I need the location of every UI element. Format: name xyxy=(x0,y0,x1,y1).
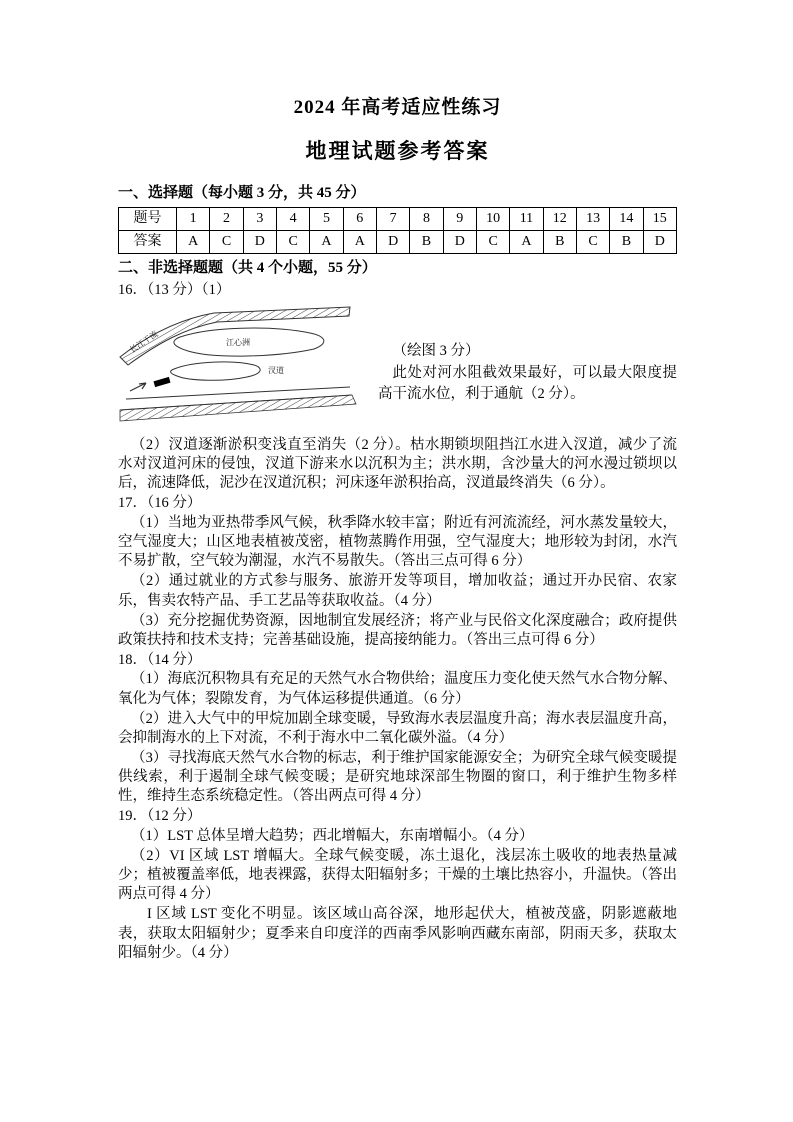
doc-title: 2024 年高考适应性练习 xyxy=(293,97,502,118)
figure-caption-block xyxy=(358,303,677,405)
answer-cell: D xyxy=(376,230,409,253)
q16-part2: （2）汊道逐渐淤积变浅直至消失（2 分）。枯水期锁坝阻挡江水进入汊道，减少了流水对汊道河床的侵蚀，汊道下游来水以沉积为主；洪水期，含沙量大的河水漫过锁坝以后，流速降低，泥沙在汊道沉积；河床逐年淤积抬高，汊道最终消失（6 分）。 xyxy=(118,437,677,492)
question-number-cell: 12 xyxy=(543,207,576,230)
answer-cell: A xyxy=(343,230,376,253)
q18-part3: （3）寻找海底天然气水合物的标志，利于维护国家能源安全；为研究全球气候变暖提供线索，利于遏制全球气候变暖；是研究地球深部生物圈的窗口，利于维护生物多样性，维持生态系统稳定性。（答出两点可得 4 分） xyxy=(118,749,677,805)
answer-cell: A xyxy=(177,230,210,253)
q17-part3: （3）充分挖掘优势资源，因地制宜发展经济；将产业与民俗文化深度融合；政府提供政策扶持和技术支持；完善基础设施，提高接纳能力。（答出三点可得 6 分） xyxy=(118,612,677,648)
section1-heading: 一、选择题（每小题 3 分，共 45 分） xyxy=(118,185,366,201)
answer-cell: C xyxy=(210,230,243,253)
q17-part1: （1）当地为亚热带季风气候，秋季降水较丰富；附近有河流流经，河水蒸发量较大，空气湿度大；山区地表植被茂密，植物蒸腾作用强，空气湿度大；地形较为封闭，水汽不易扩散，空气较为潮湿，水汽不易散失。（答出三点可得 6 分） xyxy=(118,515,677,570)
q19-part2: （2）VI 区域 LST 增幅大。全球气候变暖，冻土退化，浅层冻土吸收的地表热量减少；植被覆盖率低，地表裸露，获得太阳辐射多；干燥的土壤比热容小，升温快。（答出两点可得 4 分） xyxy=(118,848,677,903)
figure-score-note: （绘图 3 分） xyxy=(392,343,480,360)
dam-marker xyxy=(153,377,170,387)
question-number-cell: 2 xyxy=(210,207,243,230)
answer-cell: B xyxy=(410,230,443,253)
map-label-mainstream: 长江干流 xyxy=(128,329,160,355)
q18-part1: （1）海底沉积物具有充足的天然气水合物供给；温度压力变化使天然气水合物分解、氧化为气体；裂隙发育，为气体运移提供通道。（6 分） xyxy=(118,671,677,707)
q16-figure-row xyxy=(118,303,677,428)
answer-cell: A xyxy=(310,230,343,253)
q19-number: 19．（12 分） xyxy=(118,808,202,825)
question-number-cell: 1 xyxy=(177,207,210,230)
question-number-row xyxy=(119,207,677,230)
question-number-cell: 11 xyxy=(510,207,543,230)
answer-cell: D xyxy=(443,230,476,253)
answer-cell: B xyxy=(543,230,576,253)
question-number-cell: 4 xyxy=(276,207,309,230)
q17-part2: （2）通过就业的方式参与服务、旅游开发等项目，增加收益；通过开办民宿、农家乐，售卖农特产品、手工艺品等获取收益。（4 分） xyxy=(118,573,677,609)
figure-answer-note: 此处对河水阻截效果最好，可以最大限度提高干流水位，利于通航（2 分）。 xyxy=(378,365,677,403)
q19-part1: （1）LST 总体呈增大趋势；西北增幅大，东南增幅小。（4 分） xyxy=(131,827,534,844)
section2-heading: 二、非选择题题（共 4 个小题，55 分） xyxy=(118,259,377,276)
answer-cell: B xyxy=(610,230,643,253)
q18-part2: （2）进入大气中的甲烷加剧全球变暖，导致海水表层温度升高；海水表层温度升高，会抑制海水的上下对流，不利于海水中二氧化碳外溢。（4 分） xyxy=(118,710,677,746)
question-number-cell: 5 xyxy=(310,207,343,230)
doc-subtitle: 地理试题参考答案 xyxy=(305,139,490,163)
q17-number: 17．（16 分） xyxy=(118,495,202,512)
answer-cell: D xyxy=(243,230,276,253)
answer-table xyxy=(118,207,677,254)
row-label-answer: 答案 xyxy=(119,230,177,253)
flow-arrow-icon xyxy=(130,383,146,391)
question-number-cell: 15 xyxy=(643,207,676,230)
question-number-cell: 8 xyxy=(410,207,443,230)
q18-number: 18．（14 分） xyxy=(118,651,202,668)
question-number-cell: 10 xyxy=(476,207,509,230)
q16-number: 16．（13 分）（1） xyxy=(118,281,231,298)
answer-row xyxy=(119,230,677,253)
row-label-number: 题号 xyxy=(119,207,177,230)
answer-cell: C xyxy=(576,230,609,253)
island-small-shape xyxy=(171,362,261,380)
question-number-cell: 7 xyxy=(376,207,409,230)
answer-cell: C xyxy=(276,230,309,253)
question-number-cell: 3 xyxy=(243,207,276,230)
map-label-island: 江心洲 xyxy=(226,338,250,348)
question-number-cell: 6 xyxy=(343,207,376,230)
q16-map-wrap xyxy=(118,303,358,428)
map-label-channel: 汊道 xyxy=(268,366,284,376)
answer-cell: D xyxy=(643,230,676,253)
answer-cell: C xyxy=(476,230,509,253)
q19-part3: I 区域 LST 变化不明显。该区域山高谷深，地形起伏大，植被茂盛，阴影遮蔽地表，获取太阳辐射少；夏季来自印度洋的西南季风影响西藏东南部，阴雨天多，获取太阳辐射少。（4 分） xyxy=(118,906,677,961)
south-bank-shore xyxy=(120,395,356,421)
river-channel-map xyxy=(118,303,358,423)
question-number-cell: 13 xyxy=(576,207,609,230)
question-number-cell: 9 xyxy=(443,207,476,230)
question-number-cell: 14 xyxy=(610,207,643,230)
answer-cell: A xyxy=(510,230,543,253)
